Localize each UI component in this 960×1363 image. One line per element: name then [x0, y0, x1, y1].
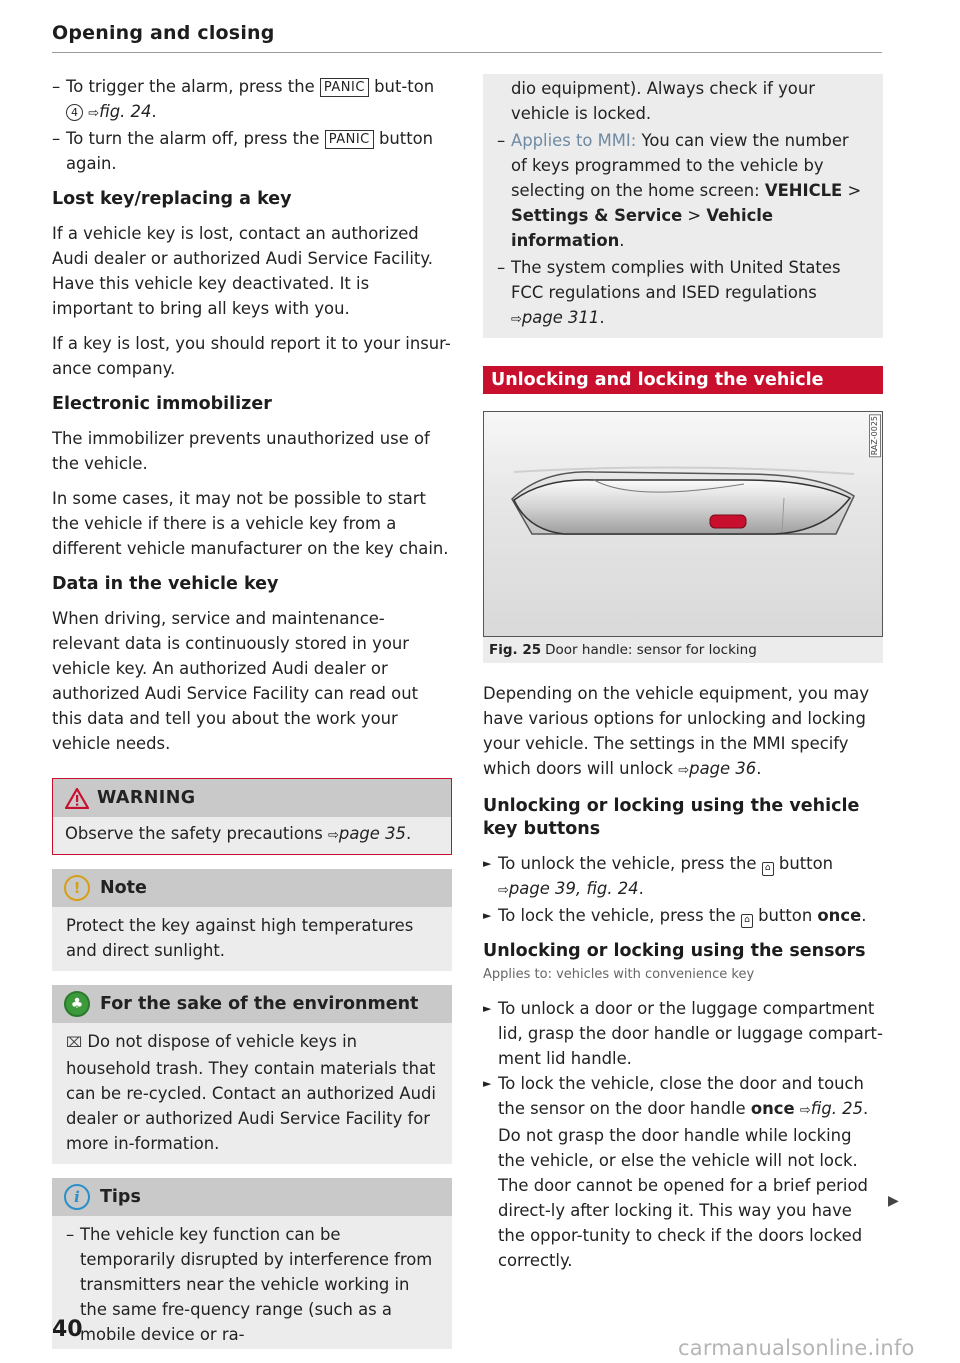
warning-label: WARNING [97, 788, 196, 808]
figure-caption: Fig. 25 Door handle: sensor for locking [483, 637, 883, 663]
door-handle-illustration [484, 412, 880, 635]
unlock-icon: ⌂ [762, 862, 774, 876]
warning-body: Observe the safety precautions ⇨page 35. [53, 817, 451, 854]
warning-box [52, 778, 452, 855]
tips-continuation [483, 74, 883, 338]
paragraph: In some cases, it may not be possible to start the vehicle if there is a vehicle key from a different vehicle manufacturer on the key chain. [52, 489, 449, 558]
callout-number: 4 [66, 104, 83, 121]
list-item: – Applies to MMI: You can view the number of keys programmed to the vehicle by selecting on the home screen: VEHICLE > Settings & Service > Vehicle information. [497, 128, 869, 253]
left-column [52, 74, 452, 1349]
list-item: ► To lock the vehicle, close the door and touch the sensor on the door handle once ⇨fig. 25. Do not grasp the door handle while locking the vehicle, or else the vehicle will not lock. The door cannot be opened for a brief period direct-ly after locking it. This way you have the oppor-tunity to check if the doors locked correctly. [483, 1071, 883, 1273]
list-item: – dio equipment). Always check if your vehicle is locked. [497, 76, 869, 126]
page-link[interactable]: page 35 [338, 824, 406, 843]
warning-triangle-icon [65, 788, 89, 809]
page-number: 40 [52, 1317, 83, 1342]
watermark: carmanualsonline.info [678, 1336, 915, 1360]
section-title: Opening and closing [52, 22, 275, 44]
tips-box [52, 1178, 452, 1349]
sensors-heading: Unlocking or locking using the sensors [483, 941, 866, 961]
section-banner: Unlocking and locking the vehicle [483, 366, 883, 394]
environment-box [52, 985, 452, 1164]
alarm-list [52, 74, 452, 176]
continue-arrow-icon: ▶ [888, 1193, 899, 1209]
reference-arrow-icon: ⇨ [498, 883, 509, 898]
page-link[interactable]: page 311 [521, 308, 600, 327]
note-body: Protect the key against high temperatures and direct sunlight. [52, 907, 452, 971]
tips-body [52, 1216, 452, 1349]
paragraph: Depending on the vehicle equipment, you may have various options for unlocking and locking your vehicle. The settings in the MMI specify which doors will unlock ⇨page 36. [483, 684, 870, 778]
note-box [52, 869, 452, 971]
reference-arrow-icon: ⇨ [328, 828, 339, 843]
door-handle-figure [483, 411, 883, 637]
reference-arrow-icon: ⇨ [678, 763, 690, 778]
list-item: ► To lock the vehicle, press the ⌂ button once. [483, 903, 883, 928]
note-header [52, 869, 452, 907]
data-key-heading: Data in the vehicle key [52, 574, 279, 594]
paragraph: When driving, service and maintenance-relevant data is continuously stored in your vehicle key. An authorized Audi dealer or authorized Audi Service Facility can read out this data and tell you about the work your vehicle needs. [52, 609, 419, 753]
page-header [52, 22, 882, 53]
paragraph: If a vehicle key is lost, contact an authorized Audi dealer or authorized Audi Service Facility. Have this vehicle key deactivated. It is important to bring all keys with you. [52, 224, 433, 318]
list-item: – To turn the alarm off, press the PANIC button again. [52, 126, 452, 176]
page-link[interactable]: page 36 [689, 759, 757, 778]
key-buttons-heading: Unlocking or locking using the vehicle key buttons [483, 796, 860, 839]
note-label: Note [100, 878, 147, 898]
figure-code: RAZ-0025 [870, 416, 879, 456]
info-icon: i [64, 1184, 90, 1210]
right-column [483, 74, 883, 1273]
reference-arrow-icon: ⇨ [511, 312, 522, 327]
reference-arrow-icon: ⇨ [88, 106, 100, 121]
environment-body: ⌧ Do not dispose of vehicle keys in household trash. They contain materials that can be re-cycled. Contact an authorized Audi dealer or authorized Audi Service Facility for more in-formation. [52, 1023, 452, 1164]
list-item: – To trigger the alarm, press the PANIC but-ton 4 ⇨fig. 24. [52, 74, 452, 126]
list-item: ► To unlock the vehicle, press the ⌂ button ⇨page 39, fig. 24. [483, 851, 883, 903]
figure-link[interactable]: fig. 25 [810, 1099, 864, 1118]
exclamation-icon: ! [64, 875, 90, 901]
panic-button-label: PANIC [320, 78, 369, 97]
list-item: ► To unlock a door or the luggage compartment lid, grasp the door handle or luggage compart-ment lid handle. [483, 996, 883, 1071]
list-item: – The vehicle key function can be temporarily disrupted by interference from transmitters near the vehicle working in the same fre-quency range (such as a mobile device or ra- [66, 1222, 438, 1347]
applies-note: Applies to: vehicles with convenience key [483, 967, 755, 982]
paragraph: If a key is lost, you should report it to your insur-ance company. [52, 334, 451, 378]
sensors-list [483, 996, 883, 1273]
tips-header [52, 1178, 452, 1216]
leaf-icon: ♣ [64, 991, 90, 1017]
warning-header [53, 779, 451, 817]
crossed-bin-icon: ⌧ [66, 1035, 83, 1051]
lock-icon: ⌂ [741, 914, 753, 928]
environment-label: For the sake of the environment [100, 994, 419, 1014]
environment-header [52, 985, 452, 1023]
key-buttons-list [483, 851, 883, 928]
tips-label: Tips [100, 1187, 141, 1207]
lost-key-heading: Lost key/replacing a key [52, 189, 292, 209]
list-item: – The system complies with United States FCC regulations and ISED regulations ⇨page 311. [497, 255, 869, 332]
panic-button-label: PANIC [325, 130, 374, 149]
figure-link[interactable]: fig. 24 [99, 102, 152, 121]
reference-arrow-icon: ⇨ [799, 1103, 811, 1118]
page-link[interactable]: page 39, fig. 24 [508, 879, 639, 898]
immobilizer-heading: Electronic immobilizer [52, 394, 272, 414]
paragraph: The immobilizer prevents unauthorized use of the vehicle. [52, 429, 430, 473]
